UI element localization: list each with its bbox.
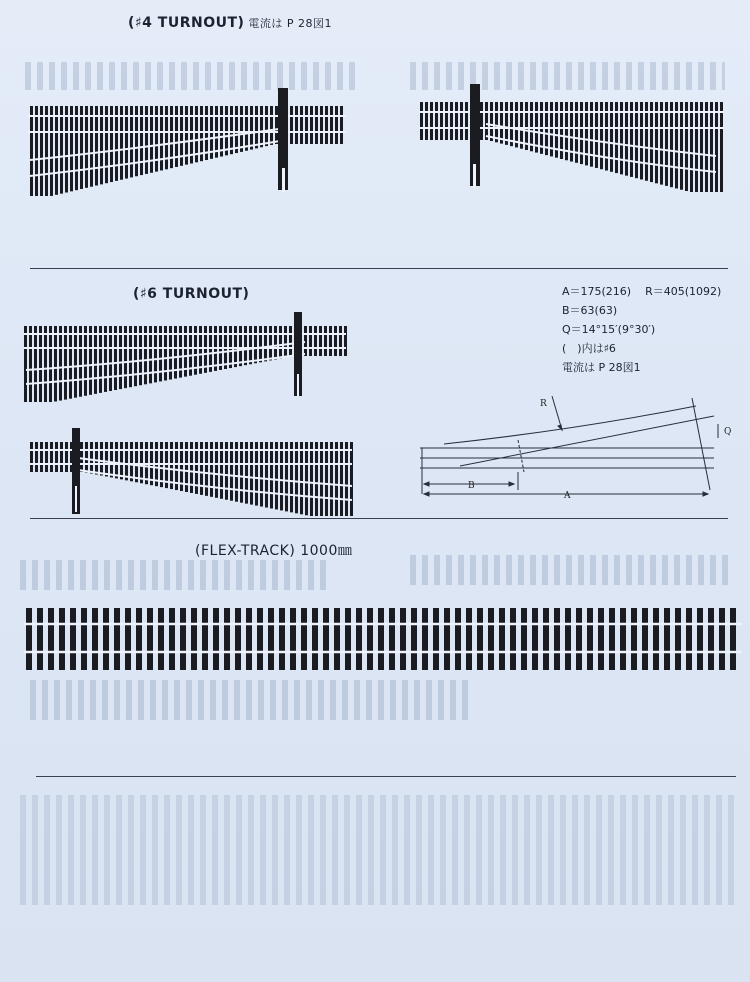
bleed-through-track — [20, 795, 735, 905]
diagram-label-b: B — [468, 481, 475, 491]
flex-track-diagram — [22, 598, 744, 674]
turnout6-title: (♯6 TURNOUT) — [133, 286, 250, 302]
turnout4-right-diagram — [416, 84, 728, 192]
turnout6-geometry-diagram — [414, 390, 744, 510]
bleed-through-track — [25, 62, 355, 90]
spec-b: B＝63(63) — [562, 304, 618, 317]
divider — [30, 268, 728, 269]
turnout6-specs — [562, 282, 721, 377]
turnout6-upper-diagram — [20, 312, 350, 402]
turnout4-title: (♯4 TURNOUT) — [128, 15, 245, 31]
bleed-through-track — [30, 680, 470, 720]
spec-current-note: 電流は P 28図1 — [562, 361, 641, 374]
turnout4-left-diagram — [24, 88, 354, 196]
flex-title: (FLEX-TRACK) 1000㎜ — [195, 543, 353, 559]
turnout4-heading — [128, 15, 332, 31]
diagram-label-r: R — [540, 399, 547, 409]
bleed-through-track — [410, 555, 730, 585]
turnout6-lower-diagram — [26, 428, 356, 516]
spec-r: R＝405(1092) — [645, 285, 722, 298]
flex-heading — [195, 540, 352, 560]
turnout6-heading — [133, 286, 249, 302]
bleed-through-track — [20, 560, 330, 590]
spec-a: A＝175(216) — [562, 285, 632, 298]
diagram-label-a: A — [564, 491, 571, 501]
spec-q: Q＝14°15′(9°30′) — [562, 323, 656, 336]
turnout4-current-note: 電流は P 28図1 — [248, 17, 333, 30]
spec-paren-note: ( )内は♯6 — [562, 342, 616, 355]
divider — [30, 518, 728, 519]
divider — [36, 776, 736, 777]
diagram-label-q: Q — [724, 427, 732, 437]
